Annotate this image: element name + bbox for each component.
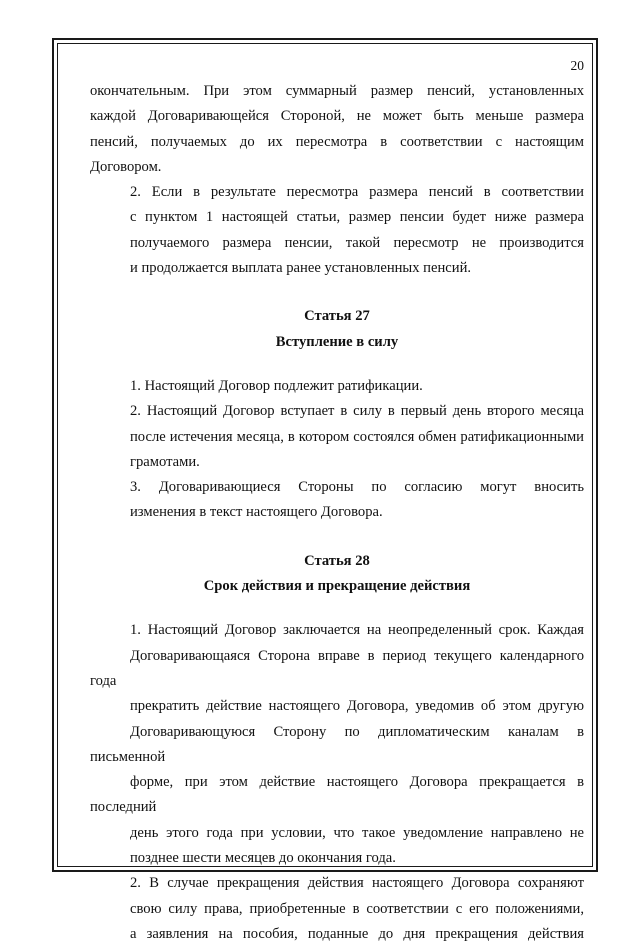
paragraph-intro-1	[90, 79, 584, 180]
text-line: окончательным. При этом суммарный размер пенсий, установленных	[90, 83, 584, 99]
article-27-paragraph-3	[90, 475, 584, 526]
text-line: с пунктом 1 настоящей статьи, размер пенсии будет ниже размера	[130, 209, 584, 226]
text-line: и продолжается выплата ранее установленных пенсий.	[130, 260, 472, 277]
text-line: 1. Настоящий Договор заключается на неопределенный срок. Каждая	[130, 622, 584, 639]
page-number: 20	[570, 58, 584, 73]
text-line: 2. Если в результате пересмотра размера пенсий в соответствии	[130, 184, 584, 201]
text-line: Договаривающаяся Сторона вправе в период текущего календарного года	[90, 647, 584, 689]
text-line: 2. В случае прекращения действия настоящего Договора сохраняют	[130, 875, 584, 892]
text-line: 1. Настоящий Договор подлежит ратификации.	[130, 377, 423, 394]
article-27-paragraph-1	[90, 374, 584, 399]
text-line: день этого года при условии, что такое уведомление направлено не	[130, 824, 584, 841]
text-line: форме, при этом действие настоящего Договора прекращается в последний	[90, 774, 584, 816]
article-27-paragraph-2	[90, 399, 584, 475]
article-28-paragraph-1	[90, 618, 584, 871]
text-line: пенсий, получаемых до их пересмотра в соответствии с настоящим	[90, 133, 584, 150]
text-line: после истечения месяца, в котором состоялся обмен ратификационными	[130, 428, 584, 445]
text-line: 2. Настоящий Договор вступает в силу в первый день второго месяца	[130, 403, 584, 420]
text-line: 3. Договаривающиеся Стороны по согласию могут вносить	[130, 479, 584, 496]
text-line: позднее шести месяцев до окончания года.	[130, 850, 396, 867]
article-27-title: Вступление в силу	[275, 333, 399, 350]
text-line: свою силу права, приобретенные в соответствии с его положениями,	[130, 900, 584, 917]
article-27-number: Статья 27	[304, 308, 370, 325]
text-line: Договаривающуюся Сторону по дипломатическим каналам в письменной	[90, 723, 584, 765]
text-line: получаемого размера пенсии, такой пересмотр не производится	[130, 234, 584, 251]
paragraph-intro-2	[90, 180, 584, 281]
article-28-paragraph-2	[90, 871, 584, 947]
document-body	[90, 58, 584, 947]
text-line: Договором.	[90, 158, 162, 175]
text-line: прекратить действие настоящего Договора, уведомив об этом другую	[130, 698, 584, 715]
text-line: грамотами.	[130, 453, 200, 470]
text-line: а заявления на пособия, поданные до дня прекращения действия	[130, 925, 584, 942]
text-line: каждой Договаривающейся Стороной, не может быть меньше размера	[90, 108, 584, 125]
text-line: изменения в текст настоящего Договора.	[130, 504, 383, 521]
article-28-title: Срок действия и прекращение действия	[203, 578, 471, 595]
article-28-number: Статья 28	[304, 552, 370, 569]
